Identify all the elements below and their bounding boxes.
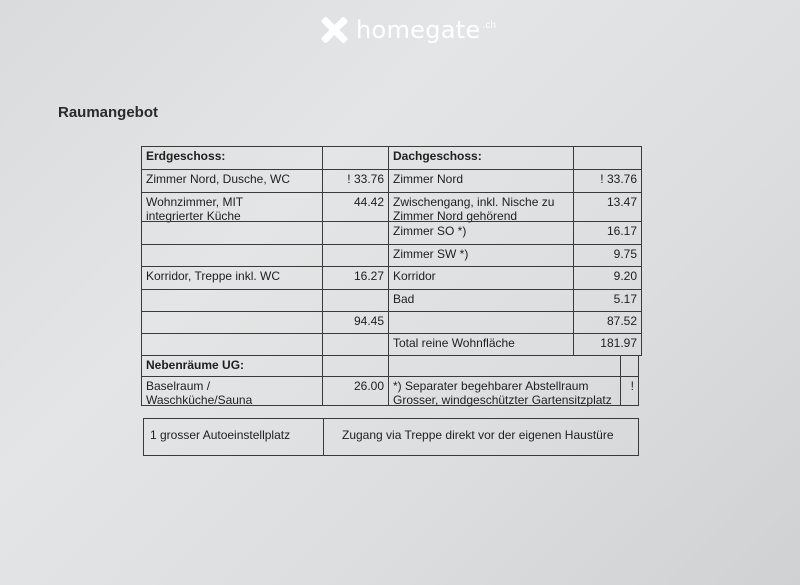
access-text: Zugang via Treppe direkt vor der eigenen Haustüre <box>342 428 614 442</box>
nebenraeume-header: Nebenräume UG: <box>141 355 323 377</box>
table-row-left-value: ! 33.76 <box>322 169 389 193</box>
empty-cell <box>322 355 389 377</box>
basement-label: Baselraum / Waschküche/Sauna <box>141 376 323 406</box>
table-row-left-value <box>322 221 389 245</box>
table-row-left-label <box>141 289 323 312</box>
erdgeschoss-header: Erdgeschoss: <box>141 146 323 170</box>
table-row-left-label <box>141 311 323 334</box>
table-row-right-label: Zimmer SW *) <box>388 244 574 267</box>
footnote-mark: ! <box>620 376 639 406</box>
table-row-right-label <box>388 311 574 334</box>
dachgeschoss-header: Dachgeschoss: <box>388 146 574 170</box>
logo-text: homegate <box>356 16 481 44</box>
table-row-right-label: Zimmer SO *) <box>388 221 574 245</box>
footnote-text: *) Separater begehbarer Abstellraum Grosser, windgeschützter Gartensitzplatz <box>388 376 621 406</box>
basement-value: 26.00 <box>322 376 389 406</box>
table-row-right-label: Korridor <box>388 266 574 290</box>
header-value-cell <box>573 146 642 170</box>
table-row-right-value: 9.20 <box>573 266 642 290</box>
logo-tld: .ch <box>482 19 496 31</box>
table-row-right-label: Total reine Wohnfläche <box>388 333 574 356</box>
table-row-right-value: 5.17 <box>573 289 642 312</box>
homegate-cross-icon <box>320 16 348 44</box>
table-row-left-value <box>322 289 389 312</box>
table-row-right-value: 9.75 <box>573 244 642 267</box>
table-row-right-label: Zimmer Nord <box>388 169 574 193</box>
table-row-left-label <box>141 221 323 245</box>
table-row-left-label <box>141 333 323 356</box>
table-row-left-value <box>322 333 389 356</box>
table-row-right-value: 16.17 <box>573 221 642 245</box>
empty-cell <box>388 355 621 377</box>
table-row-left-value: 16.27 <box>322 266 389 290</box>
table-row-right-value: 13.47 <box>573 192 642 222</box>
table-row-right-value: 181.97 <box>573 333 642 356</box>
header-value-cell <box>322 146 389 170</box>
homegate-logo <box>320 14 496 46</box>
table-row-left-label: Zimmer Nord, Dusche, WC <box>141 169 323 193</box>
table-row-left-value: 94.45 <box>322 311 389 334</box>
table-row-left-label: Korridor, Treppe inkl. WC <box>141 266 323 290</box>
page-title: Raumangebot <box>58 104 159 121</box>
empty-cell <box>620 355 639 377</box>
table-row-left-label <box>141 244 323 267</box>
table-row-right-value: 87.52 <box>573 311 642 334</box>
parking-text: 1 grosser Autoeinstellplatz <box>150 428 291 442</box>
table-row-right-label: Zwischengang, inkl. Nische zu Zimmer Nord gehörend <box>388 192 574 222</box>
parking-access-box <box>143 418 639 456</box>
table-row-right-label: Bad <box>388 289 574 312</box>
table-row-right-value: ! 33.76 <box>573 169 642 193</box>
table-row-left-label: Wohnzimmer, MIT integrierter Küche <box>141 192 323 222</box>
table-row-left-value <box>322 244 389 267</box>
table-row-left-value: 44.42 <box>322 192 389 222</box>
